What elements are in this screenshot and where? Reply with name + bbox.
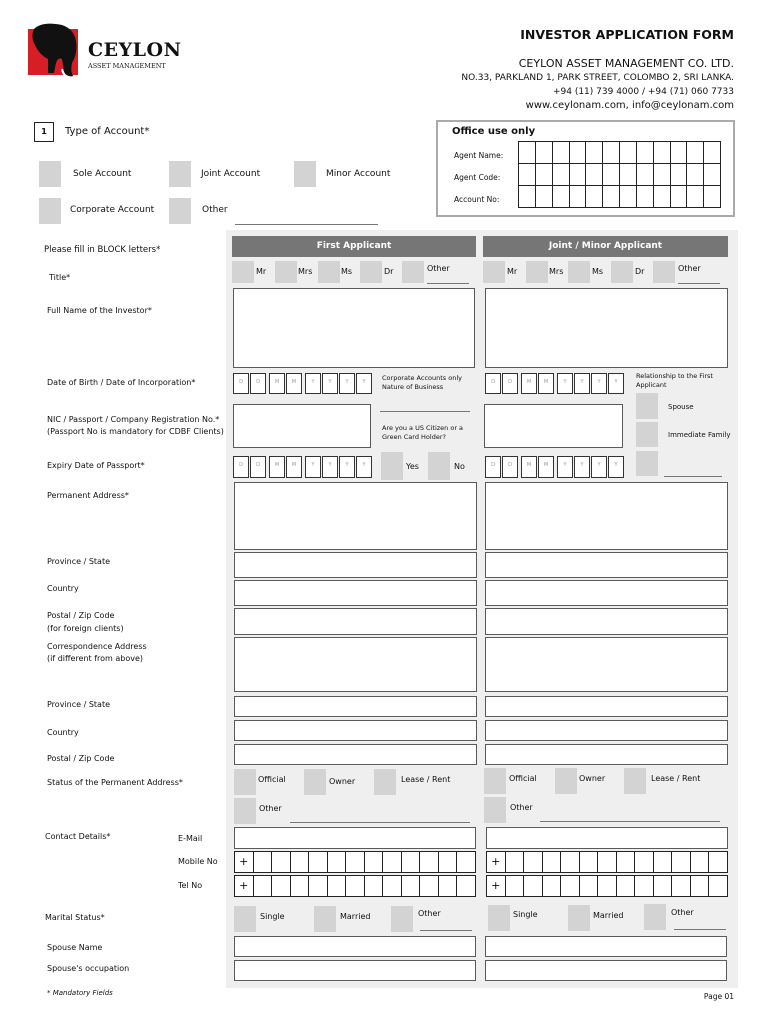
expiry-year2-joint[interactable]: Y: [574, 456, 590, 478]
spouse-occ-input-first[interactable]: [234, 960, 476, 981]
marital-single-checkbox-joint[interactable]: [488, 905, 510, 931]
label-corr-note: (if different from above): [47, 654, 144, 663]
status-lease-label-first: Lease / Rent: [401, 775, 451, 784]
label-province-2: Province / State: [47, 700, 110, 709]
province-input-first[interactable]: [234, 552, 477, 578]
title-dr-checkbox-joint[interactable]: [611, 261, 633, 283]
elephant-logo-icon: [28, 23, 82, 81]
country-input-first[interactable]: [234, 580, 477, 606]
office-use-panel: [436, 120, 735, 217]
mobile-grid-joint[interactable]: [486, 851, 728, 873]
status-lease-checkbox-joint[interactable]: [624, 768, 646, 794]
status-other-label-first: Other: [259, 804, 282, 813]
status-other-line-first[interactable]: [290, 822, 470, 823]
title-other-label-joint: Other: [678, 264, 701, 273]
expiry-year4-joint[interactable]: Y: [608, 456, 624, 478]
mobile-grid-first[interactable]: [234, 851, 476, 873]
us-citizen-yes-checkbox[interactable]: [381, 452, 403, 480]
dob-day2-joint[interactable]: D: [502, 373, 518, 394]
label-email: E-Mail: [178, 834, 203, 843]
logo-subtitle: ASSET MANAGEMENT: [88, 62, 166, 70]
full-name-input-first[interactable]: [233, 288, 475, 368]
label-nic-note: (Passport No is mandatory for CDBF Clients): [47, 427, 224, 436]
dob-year4-joint[interactable]: Y: [608, 373, 624, 394]
expiry-month2-joint[interactable]: M: [538, 456, 554, 478]
country2-input-joint[interactable]: [485, 720, 728, 741]
full-name-input-joint[interactable]: [485, 288, 728, 368]
dob-day2-first[interactable]: D: [250, 373, 266, 394]
expiry-month1-first[interactable]: M: [269, 456, 285, 478]
title-other-line-first[interactable]: [427, 283, 469, 284]
us-citizen-question: Are you a US Citizen or a Green Card Holder?: [382, 424, 464, 441]
status-other-checkbox-joint[interactable]: [484, 797, 506, 823]
spouse-label: Spouse: [668, 403, 694, 411]
label-minor-account: Minor Account: [326, 169, 391, 179]
spouse-checkbox[interactable]: [636, 393, 658, 419]
label-joint-account: Joint Account: [201, 169, 261, 179]
other-account-line[interactable]: [235, 224, 378, 225]
agent-name-label: Agent Name:: [454, 151, 504, 160]
marital-other-line-joint[interactable]: [674, 929, 726, 930]
expiry-year3-first[interactable]: Y: [339, 456, 355, 478]
province2-input-joint[interactable]: [485, 696, 728, 717]
label-spouse-occ: Spouse's occupation: [47, 964, 130, 973]
checkbox-sole-account[interactable]: [39, 161, 61, 187]
marital-other-line-first[interactable]: [420, 930, 472, 931]
status-official-checkbox-first[interactable]: [234, 769, 256, 795]
dob-year3-joint[interactable]: Y: [591, 373, 607, 394]
title-other-checkbox-first[interactable]: [402, 261, 424, 283]
dob-year1-joint[interactable]: Y: [557, 373, 573, 394]
title-mr-label-joint: Mr: [507, 267, 518, 276]
relationship-label: Relationship to the First Applicant: [636, 372, 713, 389]
marital-single-checkbox-first[interactable]: [234, 906, 256, 932]
first-applicant-header: First Applicant: [232, 236, 476, 257]
status-other-label-joint: Other: [510, 803, 533, 812]
dob-month2-first[interactable]: M: [286, 373, 302, 394]
title-other-label-first: Other: [427, 264, 450, 273]
expiry-day1-joint[interactable]: D: [485, 456, 501, 478]
section-number: 1: [34, 122, 54, 142]
title-ms-label-joint: Ms: [592, 267, 604, 276]
status-owner-checkbox-first[interactable]: [304, 769, 326, 795]
status-owner-label-first: Owner: [329, 777, 356, 786]
title-mrs-label-joint: Mrs: [549, 267, 564, 276]
block-letters-note: Please fill in BLOCK letters*: [44, 245, 161, 255]
title-mrs-label-first: Mrs: [298, 267, 313, 276]
marital-married-checkbox-joint[interactable]: [568, 905, 590, 931]
dob-year3-first[interactable]: Y: [339, 373, 355, 394]
title-other-line-joint[interactable]: [678, 283, 720, 284]
province2-input-first[interactable]: [234, 696, 477, 717]
immediate-family-checkbox[interactable]: [636, 422, 658, 447]
title-mrs-checkbox-joint[interactable]: [526, 261, 548, 283]
label-postal-2: Postal / Zip Code: [47, 754, 115, 763]
corr-address-input-joint[interactable]: [485, 637, 728, 692]
marital-other-checkbox-joint[interactable]: [644, 904, 666, 930]
checkbox-corporate-account[interactable]: [39, 198, 61, 224]
label-contact: Contact Details*: [45, 832, 111, 841]
company-phones: +94 (11) 739 4000 / +94 (71) 060 7733: [552, 87, 734, 97]
postal-input-joint[interactable]: [485, 608, 728, 635]
label-country: Country: [47, 584, 79, 593]
dob-month1-joint[interactable]: M: [521, 373, 537, 394]
dob-month2-joint[interactable]: M: [538, 373, 554, 394]
agent-code-label: Agent Code:: [454, 173, 501, 182]
form-title: INVESTOR APPLICATION FORM: [520, 27, 734, 42]
expiry-month2-first[interactable]: M: [286, 456, 302, 478]
marital-single-label-joint: Single: [513, 910, 538, 919]
postal2-input-joint[interactable]: [485, 744, 728, 765]
joint-applicant-header: Joint / Minor Applicant: [483, 236, 728, 257]
title-mr-label-first: Mr: [256, 267, 267, 276]
dob-year2-joint[interactable]: Y: [574, 373, 590, 394]
label-corr-address: Correspondence Address: [47, 642, 147, 651]
label-sole-account: Sole Account: [73, 169, 132, 179]
perm-address-input-joint[interactable]: [485, 482, 728, 550]
label-corporate-account: Corporate Account: [70, 205, 155, 215]
status-official-label-joint: Official: [509, 774, 537, 783]
marital-other-label-first: Other: [418, 909, 441, 918]
us-citizen-yes-label: Yes: [406, 462, 419, 471]
marital-other-checkbox-first[interactable]: [391, 906, 413, 932]
country2-input-first[interactable]: [234, 720, 477, 741]
label-province: Province / State: [47, 557, 110, 566]
mobile-plus-first: +: [239, 855, 249, 868]
nic-input-first[interactable]: [233, 404, 371, 448]
label-tel: Tel No: [178, 881, 203, 890]
postal2-input-first[interactable]: [234, 744, 477, 765]
dob-day1-joint[interactable]: D: [485, 373, 501, 394]
corporate-note: Corporate Accounts only Nature of Business: [382, 374, 463, 391]
spouse-name-input-joint[interactable]: [485, 936, 727, 957]
title-dr-label-first: Dr: [384, 267, 394, 276]
spouse-occ-input-joint[interactable]: [485, 960, 727, 981]
tel-plus-joint: +: [491, 879, 501, 892]
status-official-label-first: Official: [258, 775, 286, 784]
company-logo: [28, 23, 182, 81]
label-dob: Date of Birth / Date of Incorporation*: [47, 378, 196, 387]
expiry-year2-first[interactable]: Y: [322, 456, 338, 478]
dob-year2-first[interactable]: Y: [322, 373, 338, 394]
relationship-other-line[interactable]: [664, 476, 722, 477]
marital-married-label-first: Married: [340, 912, 371, 921]
dob-year1-first[interactable]: Y: [305, 373, 321, 394]
expiry-month1-joint[interactable]: M: [521, 456, 537, 478]
expiry-year1-first[interactable]: Y: [305, 456, 321, 478]
province-input-joint[interactable]: [485, 552, 728, 578]
expiry-day2-first[interactable]: D: [250, 456, 266, 478]
title-ms-label-first: Ms: [341, 267, 353, 276]
us-citizen-no-checkbox[interactable]: [428, 452, 450, 480]
checkbox-joint-account[interactable]: [169, 161, 191, 187]
marital-other-label-joint: Other: [671, 908, 694, 917]
expiry-day1-first[interactable]: D: [233, 456, 249, 478]
status-other-checkbox-first[interactable]: [234, 798, 256, 824]
label-marital: Marital Status*: [45, 913, 105, 922]
marital-married-label-joint: Married: [593, 911, 624, 920]
logo-brand: CEYLON: [88, 39, 182, 61]
expiry-day2-joint[interactable]: D: [502, 456, 518, 478]
label-spouse-name: Spouse Name: [47, 943, 103, 952]
status-owner-label-joint: Owner: [579, 774, 606, 783]
status-lease-label-joint: Lease / Rent: [651, 774, 701, 783]
title-dr-label-joint: Dr: [635, 267, 645, 276]
expiry-year3-joint[interactable]: Y: [591, 456, 607, 478]
expiry-year4-first[interactable]: Y: [356, 456, 372, 478]
title-mr-checkbox-joint[interactable]: [483, 261, 505, 283]
status-owner-checkbox-joint[interactable]: [555, 768, 577, 794]
status-other-line-joint[interactable]: [540, 821, 720, 822]
title-mr-checkbox-first[interactable]: [232, 261, 254, 283]
country-input-joint[interactable]: [485, 580, 728, 606]
checkbox-other-account[interactable]: [169, 198, 191, 224]
us-citizen-no-label: No: [454, 462, 465, 471]
dob-year4-first[interactable]: Y: [356, 373, 372, 394]
expiry-year1-joint[interactable]: Y: [557, 456, 573, 478]
title-other-checkbox-joint[interactable]: [653, 261, 675, 283]
section-title: Type of Account*: [65, 126, 150, 137]
label-title: Title*: [49, 273, 71, 282]
dob-day1-first[interactable]: D: [233, 373, 249, 394]
label-mobile: Mobile No: [178, 857, 218, 866]
title-ms-checkbox-first[interactable]: [318, 261, 340, 283]
tel-grid-first[interactable]: [234, 875, 476, 897]
spouse-name-input-first[interactable]: [234, 936, 476, 957]
nature-of-business-line[interactable]: [380, 411, 470, 412]
company-web: www.ceylonam.com, info@ceylonam.com: [525, 100, 734, 111]
title-dr-checkbox-first[interactable]: [360, 261, 382, 283]
label-country-2: Country: [47, 728, 79, 737]
label-status: Status of the Permanent Address*: [47, 778, 183, 787]
label-full-name: Full Name of the Investor*: [47, 306, 152, 315]
office-use-grid[interactable]: [518, 141, 721, 208]
title-ms-checkbox-joint[interactable]: [568, 261, 590, 283]
tel-grid-joint[interactable]: [486, 875, 728, 897]
tel-plus-first: +: [239, 879, 249, 892]
account-no-label: Account No:: [454, 195, 500, 204]
perm-address-input-first[interactable]: [234, 482, 477, 550]
label-nic: NIC / Passport / Company Registration No.*: [47, 415, 220, 424]
label-postal-note: (for foreign clients): [47, 624, 124, 633]
company-name: CEYLON ASSET MANAGEMENT CO. LTD.: [518, 57, 734, 70]
checkbox-minor-account[interactable]: [294, 161, 316, 187]
label-expiry: Expiry Date of Passport*: [47, 461, 145, 470]
status-lease-checkbox-first[interactable]: [374, 769, 396, 795]
immediate-family-label: Immediate Family: [668, 431, 731, 439]
mobile-plus-joint: +: [491, 855, 501, 868]
mandatory-note: * Mandatory Fields: [47, 989, 113, 997]
nic-input-joint[interactable]: [484, 404, 623, 448]
company-address: NO.33, PARKLAND 1, PARK STREET, COLOMBO 2, SRI LANKA.: [461, 73, 734, 83]
marital-single-label-first: Single: [260, 912, 285, 921]
marital-married-checkbox-first[interactable]: [314, 906, 336, 932]
postal-input-first[interactable]: [234, 608, 477, 635]
email-input-joint[interactable]: [486, 827, 728, 849]
title-mrs-checkbox-first[interactable]: [275, 261, 297, 283]
status-official-checkbox-joint[interactable]: [484, 768, 506, 794]
email-input-first[interactable]: [234, 827, 476, 849]
relationship-other-checkbox[interactable]: [636, 451, 658, 476]
label-postal: Postal / Zip Code: [47, 611, 115, 620]
label-other-account: Other: [202, 205, 228, 215]
page-number: Page 01: [703, 992, 734, 1001]
label-perm-address: Permanent Address*: [47, 491, 129, 500]
dob-month1-first[interactable]: M: [269, 373, 285, 394]
corr-address-input-first[interactable]: [234, 637, 477, 692]
office-use-title: Office use only: [452, 126, 536, 137]
